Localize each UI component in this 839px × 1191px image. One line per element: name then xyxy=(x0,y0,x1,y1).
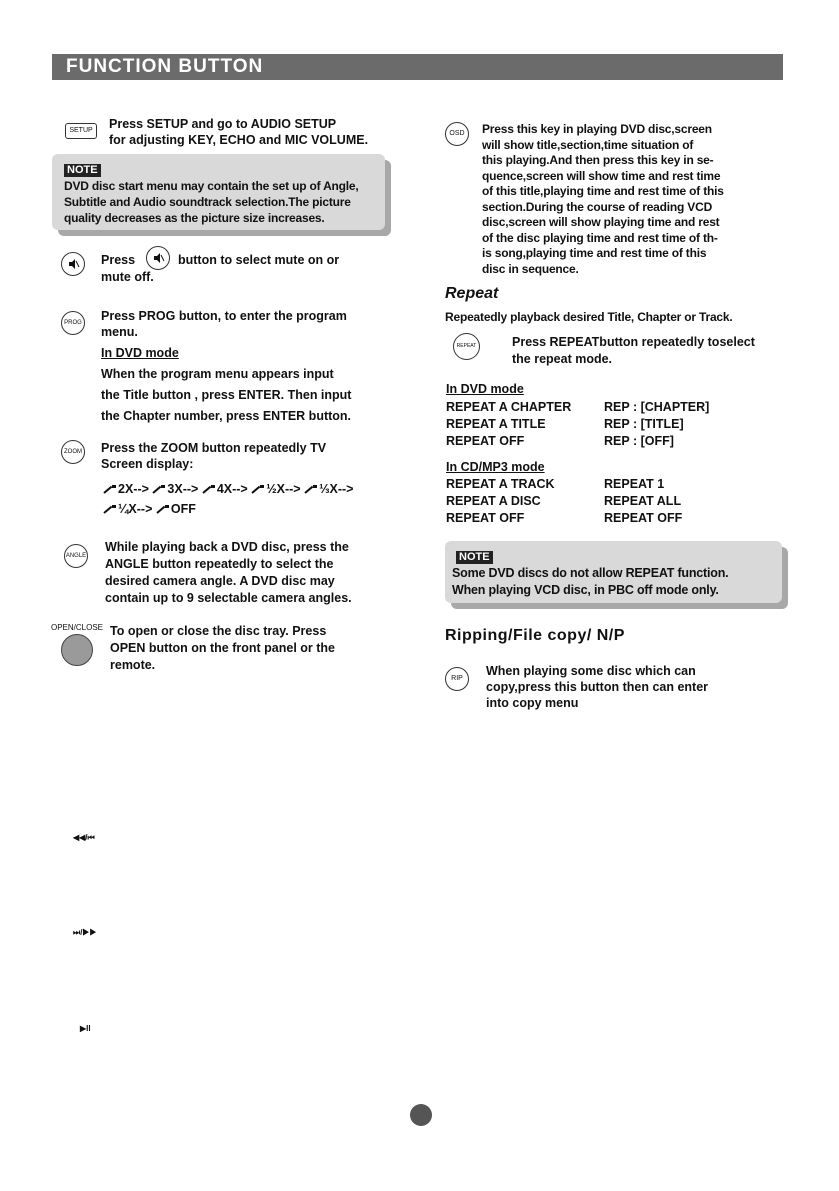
note1-line-3: quality decreases as the picture size increases. xyxy=(64,211,325,225)
osd-text xyxy=(482,122,724,277)
repeat-dvd-row-1-left: REPEAT A CHAPTER xyxy=(446,400,572,414)
mute-inline-icon xyxy=(146,246,170,270)
repeat-dvd-row-3-right: REP : [OFF] xyxy=(604,434,674,448)
zoom-text-2: Screen display: xyxy=(101,457,194,471)
next-button-icon: ⏭/▶▶ xyxy=(73,928,97,937)
repeat-cd-row-1-left: REPEAT A TRACK xyxy=(446,477,555,491)
setup-button-icon: SETUP xyxy=(65,123,97,139)
repeat-dvd-row-1-right: REP : [CHAPTER] xyxy=(604,400,710,414)
osd-line: quence,screen will show time and rest time xyxy=(482,168,721,183)
zoom-arrow-icon xyxy=(304,485,317,495)
repeat-cd-row-3-right: REPEAT OFF xyxy=(604,511,683,525)
zoom-sequence-1 xyxy=(103,481,353,497)
note1-line-1: DVD disc start menu may contain the set up of Angle, xyxy=(64,179,359,193)
osd-line: this playing.And then press this key in se- xyxy=(482,153,714,167)
osd-line: of this title,playing time and rest time of this xyxy=(482,184,724,198)
page-number-dot xyxy=(410,1104,432,1126)
prog-mode-label: In DVD mode xyxy=(101,346,179,360)
open-close-label: OPEN/CLOSE xyxy=(51,623,104,632)
repeat-cd-mode-label: In CD/MP3 mode xyxy=(446,460,545,474)
speaker-mute-icon xyxy=(147,247,169,269)
note-tag-1: NOTE xyxy=(64,164,101,177)
speaker-mute-icon xyxy=(62,253,84,275)
setup-text-1: Press SETUP and go to AUDIO SETUP xyxy=(109,117,337,131)
rip-text-1: When playing some disc which can xyxy=(486,664,696,678)
page-header xyxy=(52,54,783,80)
zoom-step: 2X--> xyxy=(118,482,149,496)
angle-button-icon: ANGLE xyxy=(64,544,88,568)
osd-line: is song,playing time and rest time of this xyxy=(482,246,707,260)
play-pause-button-icon: ▶II xyxy=(80,1024,91,1033)
zoom-step: ½X--> xyxy=(266,482,301,496)
zoom-arrow-icon xyxy=(156,505,169,515)
note-box-2 xyxy=(445,541,782,603)
mute-text-2: mute off. xyxy=(101,270,154,284)
zoom-step: ⅓X--> xyxy=(319,482,354,496)
zoom-arrow-icon xyxy=(202,485,215,495)
osd-line: Press this key in playing DVD disc,screen xyxy=(482,122,712,136)
repeat-button-icon: REPEAT xyxy=(453,333,480,360)
repeat-text-1: Press REPEATbutton repeatedly toselect xyxy=(512,335,755,349)
zoom-arrow-icon xyxy=(103,485,116,495)
repeat-text-2: the repeat mode. xyxy=(512,352,613,366)
note-box-1 xyxy=(52,154,385,230)
setup-text-2: for adjusting KEY, ECHO and MIC VOLUME. xyxy=(109,133,369,147)
rip-text-2: copy,press this button then can enter xyxy=(486,680,709,694)
ripping-heading: Ripping/File copy/ N/P xyxy=(445,627,625,644)
openclose-text-3: remote. xyxy=(110,658,156,672)
repeat-dvd-row-2-left: REPEAT A TITLE xyxy=(446,417,546,431)
openclose-text-2: OPEN button on the front panel or the xyxy=(110,641,335,655)
zoom-arrow-icon xyxy=(251,485,264,495)
zoom-step: OFF xyxy=(170,502,196,516)
zoom-button-icon: ZOOM xyxy=(61,440,85,464)
osd-line: disc in sequence. xyxy=(482,261,579,276)
note1-line-2: Subtitle and Audio soundtrack selection.The picture xyxy=(64,195,351,209)
zoom-step: 4X--> xyxy=(216,482,248,496)
note2-line-1: Some DVD discs do not allow REPEAT function. xyxy=(452,566,729,580)
osd-line: of the disc playing time and rest time of th- xyxy=(482,230,718,245)
prog-text-4: the Title button , press ENTER. Then input xyxy=(101,388,352,402)
prev-button-icon: ◀◀/⏮ xyxy=(73,833,95,842)
repeat-dvd-row-3-left: REPEAT OFF xyxy=(446,434,525,448)
zoom-step: 3X--> xyxy=(167,482,199,496)
zoom-sequence-2 xyxy=(103,501,196,517)
zoom-arrow-icon xyxy=(103,505,116,515)
note-tag-2: NOTE xyxy=(456,551,493,564)
prog-text-3: When the program menu appears input xyxy=(101,367,334,381)
mute-button-icon xyxy=(61,252,85,276)
osd-line: disc,screen will show playing time and rest xyxy=(482,215,720,229)
repeat-cd-row-3-left: REPEAT OFF xyxy=(446,511,525,525)
repeat-dvd-row-2-right: REP : [TITLE] xyxy=(604,417,684,431)
mute-text-post: button to select mute on or xyxy=(178,253,340,267)
zoom-step: ¼X--> xyxy=(118,502,153,516)
zoom-text-1: Press the ZOOM button repeatedly TV xyxy=(101,441,327,455)
prog-text-5: the Chapter number, press ENTER button. xyxy=(101,409,352,423)
zoom-arrow-icon xyxy=(152,485,165,495)
rip-text-3: into copy menu xyxy=(486,696,579,710)
angle-text-2: ANGLE button repeatedly to select the xyxy=(105,557,334,571)
open-close-button xyxy=(61,634,93,666)
mute-text-pre: Press xyxy=(101,253,136,267)
prog-button-icon: PROG xyxy=(61,311,85,335)
prog-text-1: Press PROG button, to enter the program xyxy=(101,309,347,323)
osd-button-icon: OSD xyxy=(445,122,469,146)
prog-text-2: menu. xyxy=(101,325,138,339)
angle-text-1: While playing back a DVD disc, press the xyxy=(105,540,349,554)
page-title: FUNCTION BUTTON xyxy=(66,56,264,77)
osd-line: section.During the course of reading VCD xyxy=(482,199,713,214)
osd-line: will show title,section,time situation of xyxy=(482,137,694,152)
repeat-heading: Repeat xyxy=(445,285,499,302)
openclose-text-1: To open or close the disc tray. Press xyxy=(110,624,327,638)
repeat-subtitle: Repeatedly playback desired Title, Chapter or Track. xyxy=(445,310,733,324)
note2-line-2: When playing VCD disc, in PBC off mode only. xyxy=(452,583,719,597)
repeat-cd-row-1-right: REPEAT 1 xyxy=(604,477,665,491)
angle-text-3: desired camera angle. A DVD disc may xyxy=(105,574,335,588)
angle-text-4: contain up to 9 selectable camera angles. xyxy=(105,591,352,605)
repeat-dvd-mode-label: In DVD mode xyxy=(446,382,524,396)
rip-button-icon: RIP xyxy=(445,667,469,691)
repeat-cd-row-2-left: REPEAT A DISC xyxy=(446,494,541,508)
repeat-cd-row-2-right: REPEAT ALL xyxy=(604,494,682,508)
